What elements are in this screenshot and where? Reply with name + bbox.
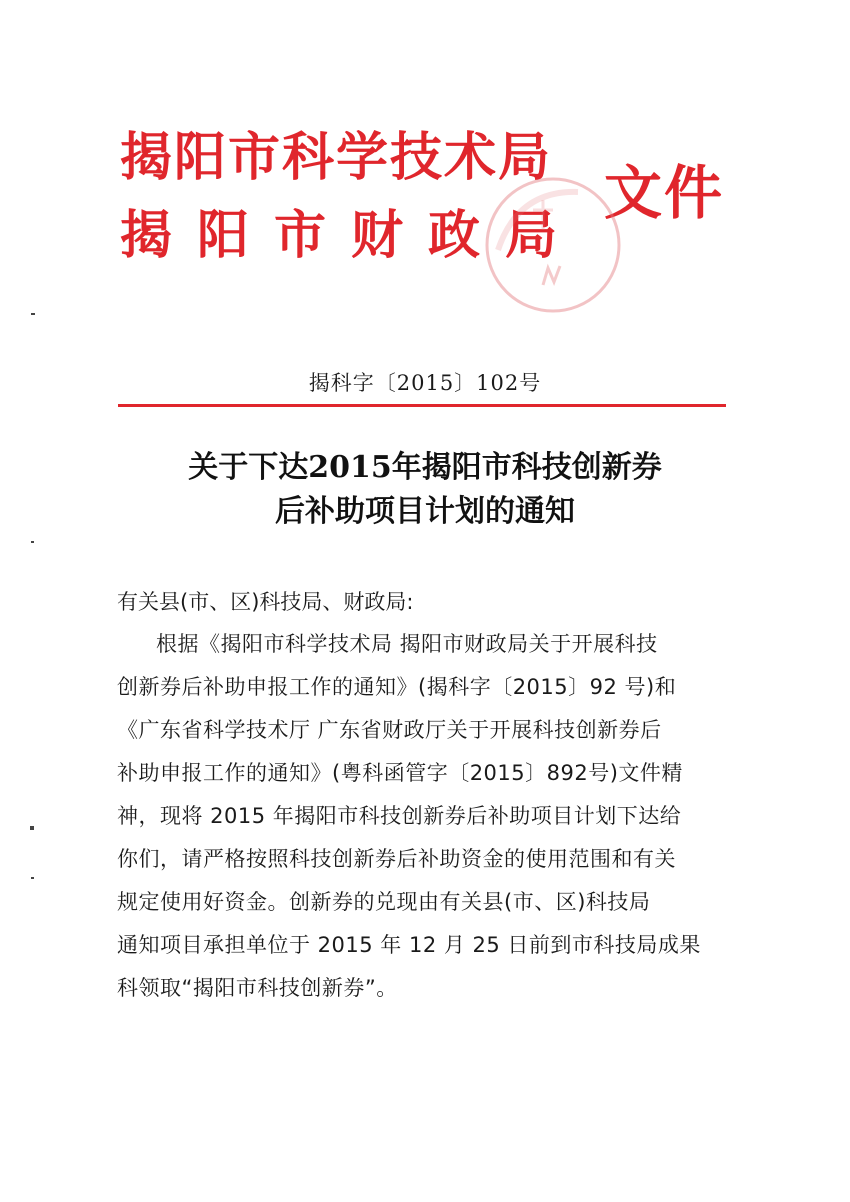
body-line: 通知项目承担单位于 2015 年 12 月 25 日前到市科技局成果 [117, 933, 701, 957]
scan-mark [30, 826, 34, 830]
body-line: 你们，请严格按照科技创新券后补助资金的使用范围和有关 [117, 847, 676, 871]
issuer-science-bureau: 揭阳市科学技术局 [120, 128, 553, 188]
red-divider-line [118, 404, 726, 407]
issuer-finance-bureau: 揭阳市财政局 [120, 206, 583, 266]
body-line: 规定使用好资金。创新券的兑现由有关县(市、区)科技局 [117, 890, 651, 914]
scan-mark [31, 541, 34, 543]
document-type-label: 文件 [604, 159, 725, 227]
body-line: 科领取“揭阳市科技创新券”。 [117, 976, 398, 1000]
salutation: 有关县(市、区)科技局、财政局: [117, 590, 414, 614]
body-line: 创新券后补助申报工作的通知》(揭科字〔2015〕92 号)和 [117, 675, 677, 699]
document-header [120, 128, 760, 278]
document-title-line-2: 后补助项目计划的通知 [275, 494, 575, 529]
body-line: 补助申报工作的通知》(粤科函管字〔2015〕892号)文件精 [117, 761, 683, 785]
body-line: 《广东省科学技术厅 广东省财政厅关于开展科技创新券后 [117, 718, 662, 742]
document-number: 揭科字〔2015〕102号 [308, 371, 542, 395]
body-line: 神，现将 2015 年揭阳市科技创新券后补助项目计划下达给 [117, 804, 682, 828]
body-line: 根据《揭阳市科学技术局 揭阳市财政局关于开展科技 [156, 632, 658, 656]
official-seal-icon [478, 170, 628, 320]
scan-mark [31, 313, 35, 315]
scan-mark [31, 877, 34, 879]
document-title-line-1: 关于下达2015年揭阳市科技创新券 [188, 450, 662, 485]
